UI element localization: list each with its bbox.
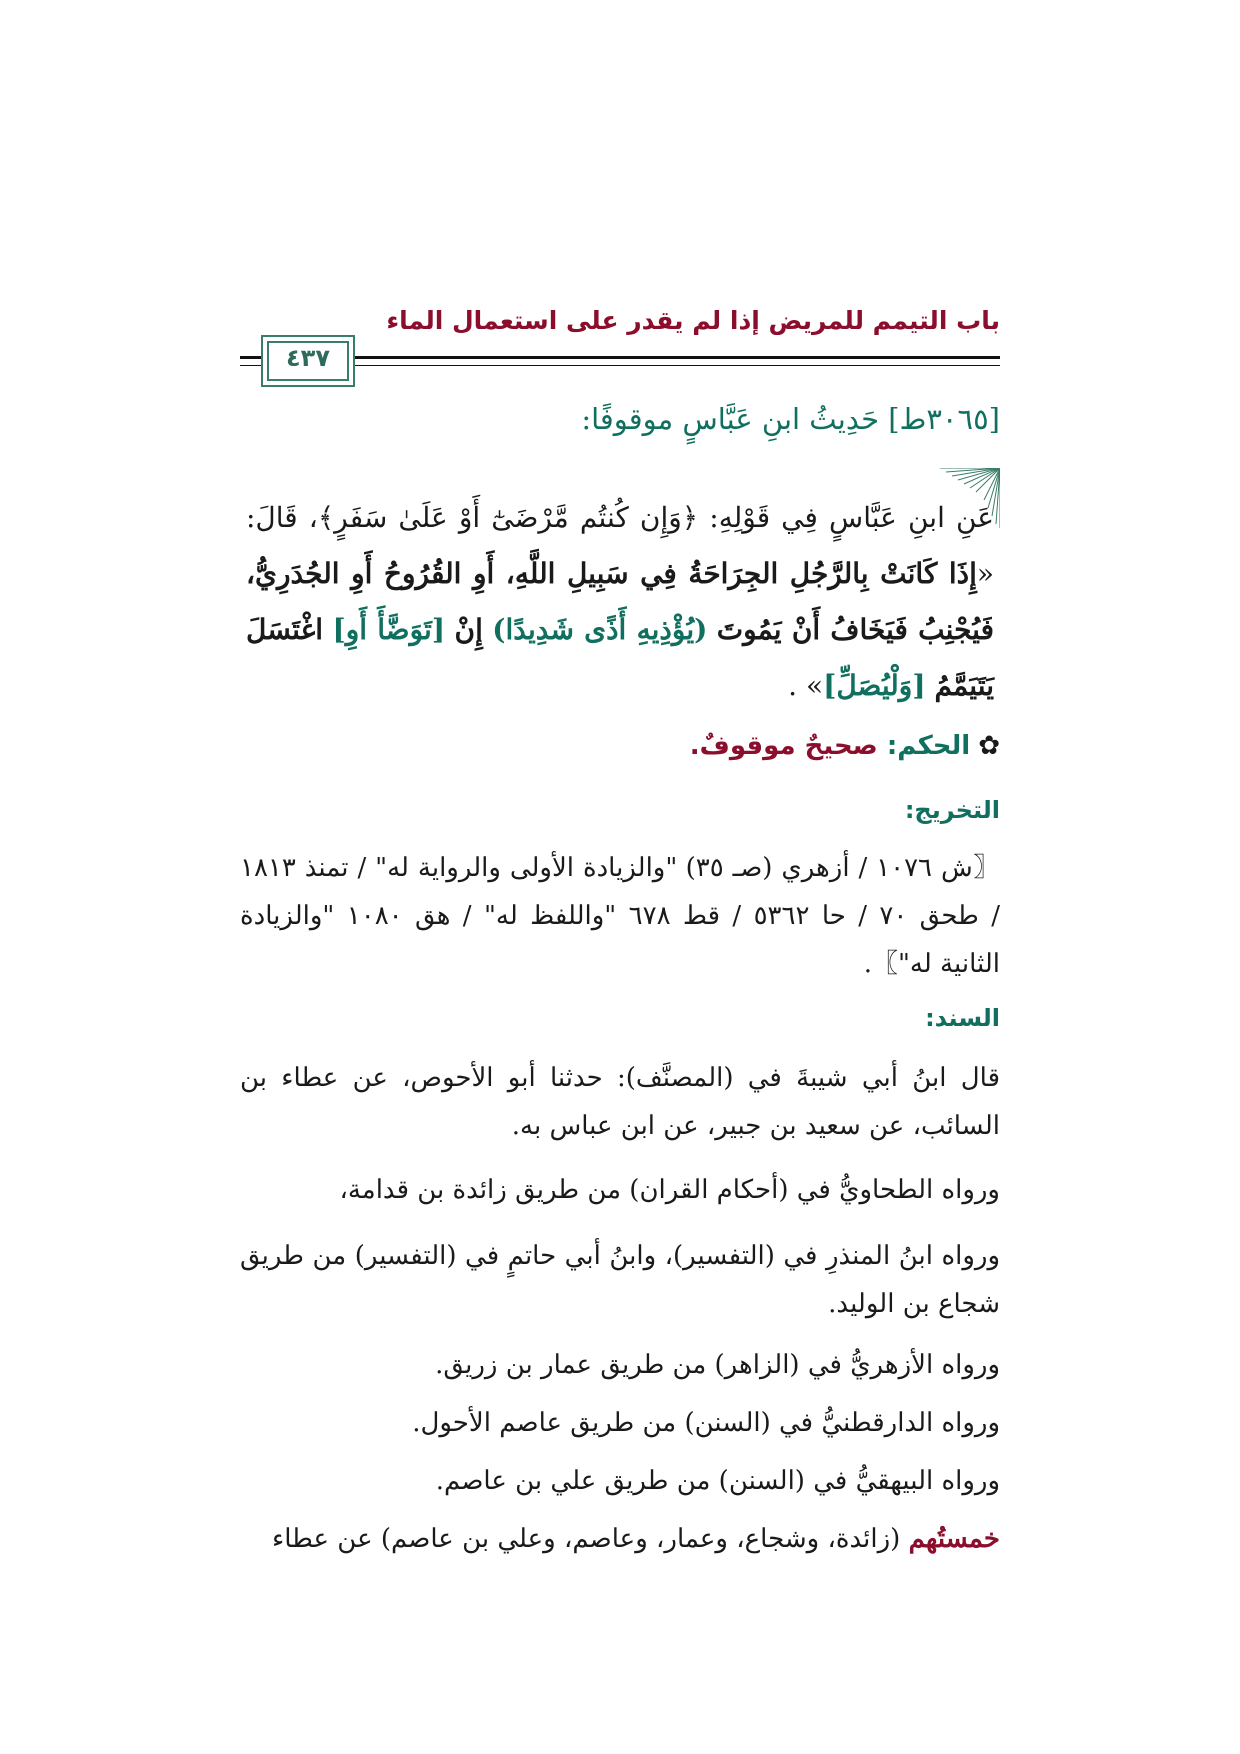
sanad-paragraph-7 xyxy=(240,1524,1000,1554)
sanad-paragraph-4: ورواه الأزهريُّ في (الزاهر) من طريق عمار بن زريق. xyxy=(435,1350,1000,1380)
hadith-variant-2: [تَوَضَّأَ أَوِ] xyxy=(332,613,446,646)
verdict-value: صحيحٌ موقوفٌ. xyxy=(689,731,878,761)
verdict-label: الحكم: xyxy=(886,731,971,761)
sanad-paragraph-7-text: (زائدة، وشجاع، وعمار، وعاصم، وعلي بن عاصم) عن عطاء xyxy=(272,1524,909,1554)
sanad-paragraph-1: قال ابنُ أبي شيبةَ في (المصنَّف): حدثنا أبو الأحوص، عن عطاء بن السائب، عن سعيد بن جبير، عن ابن عباس به. xyxy=(240,1063,1000,1141)
hadith-main: إِذَا كَانَتْ بِالرَّجُلِ الجِرَاحَةُ فِي سَبِيلِ اللَّهِ، أَوِ القُرُوحُ أَوِ الجُدَرِيُّ، فَيُجْنِبُ فَيَخَافُ أَنْ يَمُوتَ xyxy=(246,557,994,646)
hadith-end: » . xyxy=(788,669,824,702)
sanad-paragraph-5: ورواه الدارقطنيُّ في (السنن) من طريق عاصم الأحول. xyxy=(412,1408,1000,1438)
sanad-paragraph-6: ورواه البيهقيُّ في (السنن) من طريق علي بن عاصم. xyxy=(435,1466,1000,1496)
page-number-frame xyxy=(261,335,355,387)
hadith-variant-1: (يُؤْذِيهِ أَذًى شَدِيدًا) xyxy=(492,613,708,646)
running-title: باب التيمم للمريض إذا لم يقدر على استعمال الماء xyxy=(386,306,1000,335)
verdict xyxy=(240,731,1000,761)
rosette-icon: ✿ xyxy=(978,731,1000,761)
sanad-highlight: خمستُهم xyxy=(908,1524,1000,1554)
takhrij-text: 〖ش ١٠٧٦ / أزهري (صـ ٣٥) "والزيادة الأولى والرواية له" / تمنذ ١٨١٣ / طحق ٧٠ / حا ٥٣٦٢ / قط ٦٧٨ "واللفظ له" / هق ١٠٨٠ "والزيادة الثانية له"〗. xyxy=(240,853,1000,979)
hadith-text xyxy=(246,490,994,714)
sanad-paragraph-2: ورواه الطحاويُّ في (أحكام القران) من طريق زائدة بن قدامة، xyxy=(339,1175,1000,1205)
hadith-heading: [٣٠٦٥ط] حَدِيثُ ابنِ عَبَّاسٍ موقوفًا: xyxy=(581,402,1000,436)
hadith-in: إِنْ xyxy=(454,613,483,646)
sanad-paragraph-3: ورواه ابنُ المنذرِ في (التفسير)، وابنُ أبي حاتمٍ في (التفسير) من طريق شجاع بن الوليد. xyxy=(240,1241,1000,1319)
hadith-after: اغْتَسَلَ يَتَيَمَّمُ xyxy=(246,613,994,702)
hadith-intro: عَنِ ابنِ عَبَّاسٍ فِي قَوْلِهِ: ﴿وَإِن كُنتُم مَّرْضَىٰٓ أَوْ عَلَىٰ سَفَرٍ﴾، قَالَ: « xyxy=(246,501,994,590)
hadith-variant-3: [وَلْيُصَلِّ] xyxy=(823,669,926,702)
takhrij-heading: التخريج: xyxy=(904,796,1000,824)
page-number: ٤٣٧ xyxy=(286,344,330,372)
sanad-heading: السند: xyxy=(925,1004,1000,1032)
